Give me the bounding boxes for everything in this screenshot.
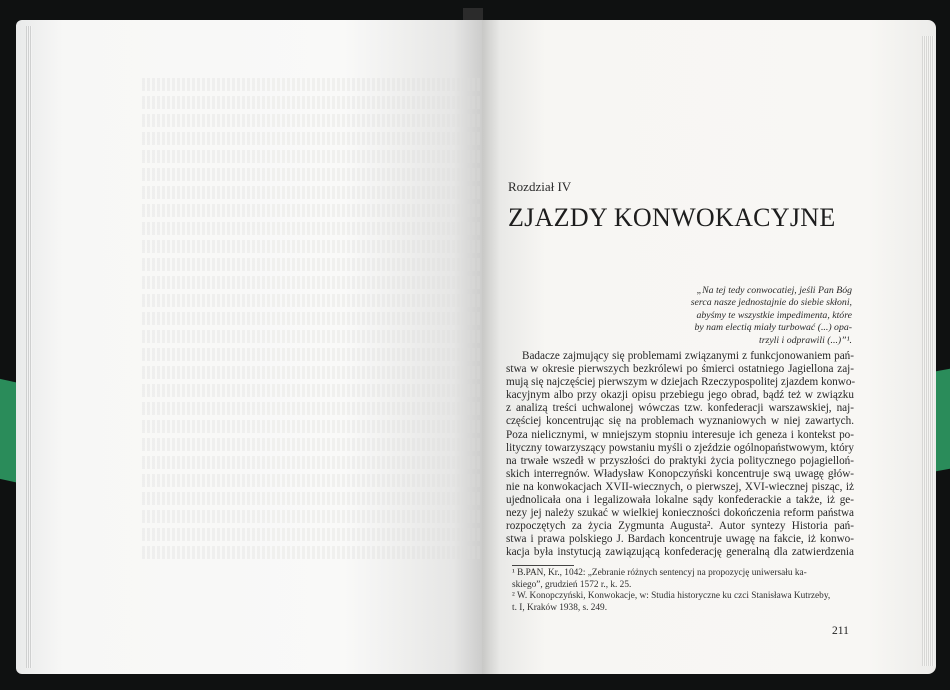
- epigraph-line: by nam electią miały turbować (...) opa-: [694, 322, 852, 334]
- body-text: [506, 350, 854, 560]
- footnotes: [512, 568, 852, 614]
- body-line: nezy jej należy szukać w wielkiej konieczności dokończenia reform państwa: [506, 507, 854, 520]
- footnote-line: t. I, Kraków 1938, s. 249.: [512, 602, 608, 613]
- chapter-title: ZJAZDY KONWOKACYJNE: [508, 203, 836, 232]
- epigraph-line: trzyli i odprawili (...)”¹.: [758, 334, 852, 346]
- body-line: częściej koncentrując się na problemach wyznaniowych w niej zawartych.: [506, 415, 854, 428]
- body-line: skich interregnów. Władysław Konopczyński koncentruje swą uwagę głów-: [506, 467, 854, 480]
- body-line: z analizą treści uchwalonej wówczas tzw. konfederacji warszawskiej, naj-: [506, 402, 854, 415]
- left-bookmark-strip: [0, 378, 16, 483]
- epigraph-line: serca nasze jednostajnie do siebie skłoni,: [690, 297, 852, 309]
- body-line: lityczny towarzyszący powstaniu myśli o zjeździe ogólnopaństwowym, który: [506, 441, 854, 454]
- footnote-rule: [512, 565, 574, 566]
- body-line: mują się najczęściej pierwszym w dziejach Rzeczypospolitej zjazdem konwo-: [506, 376, 856, 389]
- footnote-line: ¹ B.PAN, Kr., 1042: „Zebranie różnych sentencyj na propozycję uniwersału ka-: [512, 568, 807, 578]
- epigraph-line: abyśmy te wszystkie impedimenta, które: [696, 309, 852, 321]
- bleed-through-text: [142, 78, 482, 564]
- body-line: rozpoczętych za życia Zygmunta Augusta². Autor syntezy Historia pań-: [506, 520, 854, 533]
- epigraph: [680, 285, 852, 347]
- footnote-line: ² W. Konopczyński, Konwokacje, w: Studia historyczne ku czci Stanisława Kutrzeby,: [512, 591, 831, 601]
- scanner-edge-mark: [463, 8, 483, 20]
- page-number: 211: [832, 625, 849, 637]
- body-line: stwa w okresie pierwszych bezkrólewi po śmierci ostatniego Jagiellona zaj-: [506, 363, 854, 376]
- body-line: stwa i prawa polskiego J. Bardach koncentruje uwagę na fakcie, iż konwo-: [506, 533, 854, 546]
- body-line: Poza nielicznymi, w mniejszym stopniu interesuje ich geneza i kontekst po-: [506, 428, 854, 441]
- body-line: Badacze zajmujący się problemami związanymi z funkcjonowaniem pań-: [522, 350, 854, 362]
- body-line: kacja była instytucją zawiązującą konfederację generalną dla zatwierdzenia: [506, 546, 854, 559]
- body-line: na trwałe wszedł w przyszłości do praktyki życia politycznego pojagielloń-: [506, 454, 854, 467]
- body-line: nie na konwokacjach XVII-wiecznych, o pierwszej, XVI-wiecznej pisząc, iż: [506, 480, 854, 493]
- left-page: [16, 20, 486, 674]
- body-line: kacyjnym albo przy okazji opisu przebiegu jego obrad, bądź też w związku: [506, 389, 854, 402]
- footnote-line: skiego”, grudzień 1572 r., k. 25.: [512, 579, 632, 590]
- body-line: ujednolicała ona i legalizowała lokalne sądy konfederackie a także, iż ge-: [506, 494, 854, 507]
- chapter-label: Rozdział IV: [508, 179, 572, 194]
- epigraph-line: „Na tej tedy conwocatiej, jeśli Pan Bóg: [696, 285, 852, 296]
